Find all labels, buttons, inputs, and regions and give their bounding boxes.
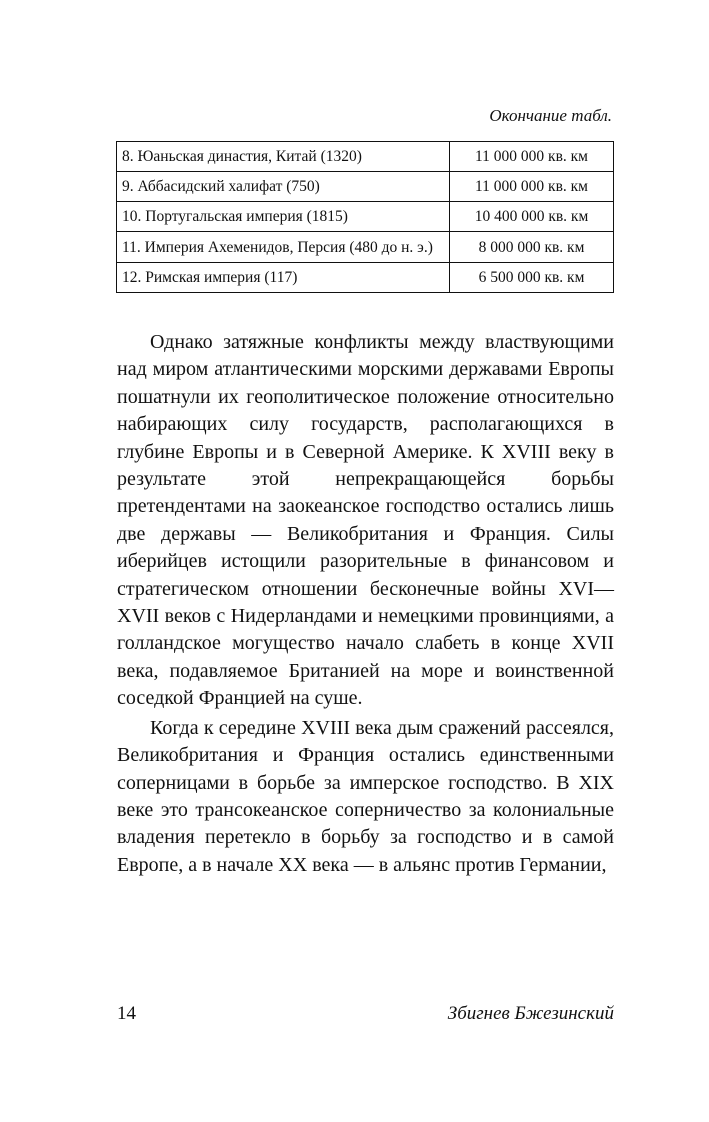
table-continuation-caption: Окончание табл. (489, 106, 612, 125)
empires-area-table (116, 141, 614, 293)
empire-area-cell: 11 000 000 кв. км (450, 142, 614, 172)
table-row (117, 232, 614, 263)
paragraph: Когда к середине XVIII века дым сражений рассеялся, Великобритания и Франция остались единственными соперницами в борьбе за имперское господство. В XIX веке это трансокеанское соперничество за колониальные владения перетекло в борьбу за господство и в самой Европе, а в начале XX века — в альянс против Германии, (117, 716, 614, 876)
empire-area-cell: 8 000 000 кв. км (450, 232, 614, 263)
empire-name-cell: 12. Римская империя (117) (117, 263, 450, 293)
running-author: Збигнев Бжезинский (447, 1003, 614, 1024)
empire-name-cell: 10. Португальская империя (1815) (117, 202, 450, 232)
table-row (117, 172, 614, 202)
empire-area-cell: 11 000 000 кв. км (450, 172, 614, 202)
page-footer (117, 1003, 614, 1025)
empire-area-cell: 10 400 000 кв. км (450, 202, 614, 232)
table-row (117, 202, 614, 232)
empire-name-cell: 9. Аббасидский халифат (750) (117, 172, 450, 202)
table-row (117, 142, 614, 172)
table-row (117, 263, 614, 293)
empire-name-cell: 8. Юаньская династия, Китай (1320) (117, 142, 450, 172)
paragraph: Однако затяжные конфликты между властвующими над миром атлантическими морскими державами Европы пошатнули их геополитическое положение относительно набирающих силу государств, располагающихся в глубине Европы и в Северной Америке. К XVIII веку в результате этой непрекращающейся борьбы претендентами на заокеанское господство остались лишь две державы — Великобритания и Франция. Силы иберийцев истощили разорительные в финансовом и стратегическом отношении бесконечные войны XVI—XVII веков с Нидерландами и немецкими провинциями, а голландское могущество начало слабеть в конце XVII века, подавляемое Британией на море и воинственной соседкой Францией на суше. (117, 331, 614, 710)
empire-name-cell: 11. Империя Ахеменидов, Персия (480 до н. э.) (117, 232, 450, 263)
page-number: 14 (117, 1003, 136, 1024)
empire-area-cell: 6 500 000 кв. км (450, 263, 614, 293)
body-text (117, 329, 614, 879)
